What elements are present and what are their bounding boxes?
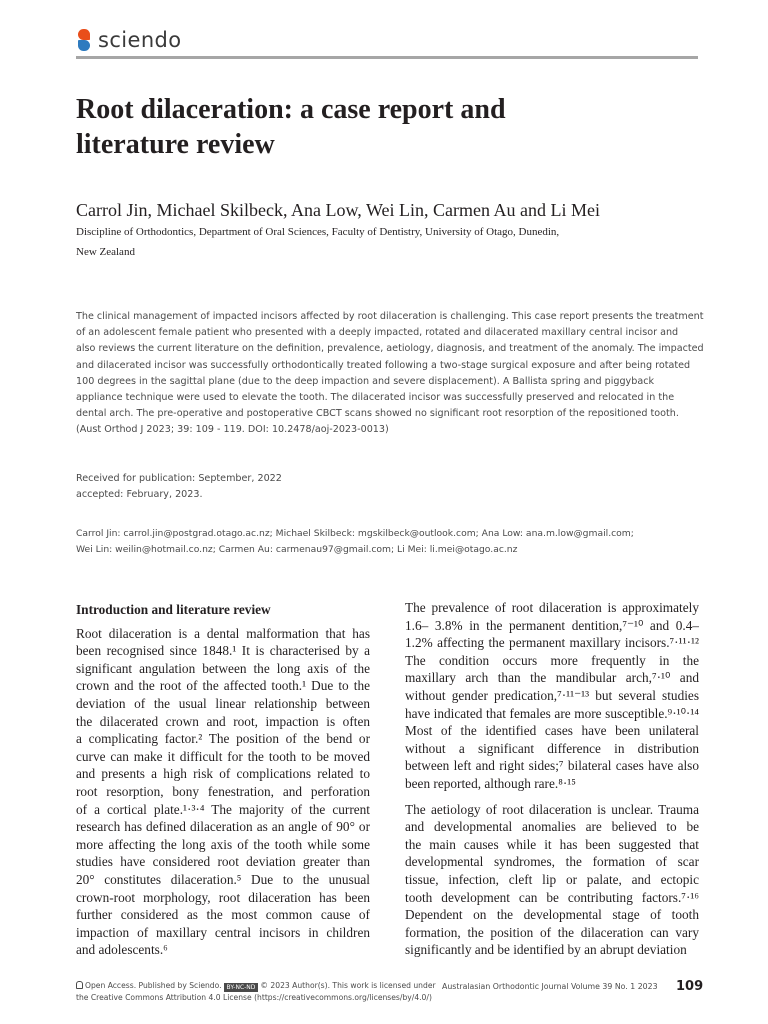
text-line: a complicating factor.² The position of the bend or xyxy=(76,731,370,747)
text-line: without a significant difference in distribution xyxy=(405,740,699,756)
text-line: 1.6– 3.8% in the permanent dentition,⁷⁻¹⁰ and 0.4– xyxy=(405,617,699,633)
paragraph xyxy=(405,599,699,793)
license-text-a: Open Access. Published by Sciendo. xyxy=(85,981,222,990)
text-line: developmental syndromes, the formation of scar xyxy=(405,854,699,870)
text-line: been reported, although rare.⁸·¹⁵ xyxy=(405,775,576,791)
abstract xyxy=(76,309,704,439)
cc-license-icon: BY-NC-ND xyxy=(224,983,258,992)
text-line: tooth development can be contributing factors.⁷·¹⁶ xyxy=(405,889,699,905)
text-line: research has defined dilaceration as an angle of 90° or xyxy=(76,819,370,835)
text-line: curve can make it difficult for the tooth to be moved xyxy=(76,748,370,764)
license-text-b: © 2023 Author(s). This work is licensed under xyxy=(260,981,436,990)
article-title xyxy=(76,92,636,162)
paragraph xyxy=(76,625,370,959)
author-list: Carrol Jin, Michael Skilbeck, Ana Low, Wei Lin, Carmen Au and Li Mei xyxy=(76,200,600,220)
author-contacts xyxy=(76,526,634,558)
text-line: 100 degrees in the sagittal plane (due to the deep impaction and severe displacement). A Ballista spring and piggyback xyxy=(76,375,655,387)
license-text-line2[interactable]: the Creative Commons Attribution 4.0 License (https://creativecommons.org/licenses/by/4.0/) xyxy=(76,993,432,1002)
text-line: have indicated that females are more susceptible.⁹·¹⁰·¹⁴ xyxy=(405,705,699,721)
text-line: been recognised since 1848.¹ It is characterised by a xyxy=(76,643,370,659)
text-line: more affecting the long axis of the tooth while some xyxy=(76,836,370,852)
text-line: and developmental anomalies are believed to be xyxy=(405,819,699,835)
text-line: and adolescents.⁶ xyxy=(76,942,168,958)
text-line: appliance technique were used to elevate the tooth. The dilacerated incisor was successfully preserved and relocated in the xyxy=(76,392,675,404)
text-line: the main causes while it has been suggested that xyxy=(405,836,699,852)
text-line: of an adolescent female patient who presented with a deeply impacted, rotated and dilacerated maxillary central incisor and xyxy=(76,327,679,339)
publisher-logo xyxy=(76,28,182,52)
text-line: The prevalence of root dilaceration is approximately xyxy=(405,600,699,615)
logo-text: sciendo xyxy=(98,28,182,52)
text-line: 20° constitutes dilaceration.⁵ Due to the unusual xyxy=(76,871,370,887)
text-line: The condition occurs more frequently in the xyxy=(405,652,699,668)
body-column-right xyxy=(405,599,699,959)
text-line: formation, the position of the dilaceration can vary xyxy=(405,924,699,940)
body-column-left xyxy=(76,601,370,959)
text-line: impaction of maxillary central incisors in children xyxy=(76,924,370,940)
text-line: of a cortical plate.¹·³·⁴ The majority of the current xyxy=(76,801,370,817)
text-line: maxillary arch than the mandibular arch,⁷·¹⁰ and xyxy=(405,670,699,686)
text-line: crown-root morphology, root dilaceration has been xyxy=(76,889,370,905)
text-line: significantly and be identified by an abrupt deviation xyxy=(405,942,687,958)
contacts-line-2: Wei Lin: weilin@hotmail.co.nz; Carmen Au: carmenau97@gmail.com; Li Mei: li.mei@otago.ac.nz xyxy=(76,544,518,555)
text-line: without gender predication,⁷·¹¹⁻¹³ but several studies xyxy=(405,687,699,703)
journal-citation: Australasian Orthodontic Journal Volume 39 No. 1 2023 xyxy=(442,982,658,991)
page-footer xyxy=(76,979,704,1006)
received-date: Received for publication: September, 2022 xyxy=(76,473,282,484)
text-line: and presents a high risk of complications related to xyxy=(76,766,370,782)
title-line-2: literature review xyxy=(76,129,275,160)
affiliation-line-1: Discipline of Orthodontics, Department of Oral Sciences, Faculty of Dentistry, University of Otago, Dunedin, xyxy=(76,226,560,238)
license-notice xyxy=(76,980,436,1003)
text-line: (Aust Orthod J 2023; 39: 109 - 119. DOI: 10.2478/aoj-2023-0013) xyxy=(76,424,389,436)
text-line: The clinical management of impacted incisors affected by root dilaceration is challenging. This case report presents the treatment xyxy=(76,311,704,322)
accepted-date: accepted: February, 2023. xyxy=(76,489,203,500)
open-access-icon xyxy=(76,981,83,989)
text-line: further considered as the most common cause of xyxy=(76,907,370,923)
publication-dates xyxy=(76,471,282,503)
text-line: dental arch. The pre-operative and postoperative CBCT scans showed no significant root resorption of the repositioned tooth. xyxy=(76,408,679,420)
text-line: 1.2% affecting the permanent maxillary incisors.⁷·¹¹·¹² xyxy=(405,635,699,651)
text-line: between left and right sides;⁷ bilateral cases have also xyxy=(405,758,699,774)
text-line: Root dilaceration is a dental malformation that has xyxy=(76,625,370,641)
affiliation-line-2: New Zealand xyxy=(76,246,135,258)
title-line-1: Root dilaceration: a case report and xyxy=(76,94,506,125)
text-line: deviation of the usual linear relationship between xyxy=(76,695,370,711)
text-line: root resorption, bony fenestration, and perforation xyxy=(76,783,370,799)
text-line: The aetiology of root dilaceration is unclear. Trauma xyxy=(405,801,699,817)
text-line: and dilacerated incisor was successfully orthodontically treated following a two-stage surgical exposure and after being rotated xyxy=(76,359,691,371)
text-line: crown and the root of the affected tooth.¹ Due to the xyxy=(76,678,370,694)
text-line: also reviews the current literature on the definition, prevalence, aetiology, diagnosis, and treatment of the anomaly. The impacted xyxy=(76,343,704,355)
text-line: studies have considered root deviation greater than xyxy=(76,854,370,870)
text-line: tissue, infection, cleft lip or palate, and ectopic xyxy=(405,871,699,887)
header-divider xyxy=(76,56,698,59)
text-line: Most of the identified cases have been unilateral xyxy=(405,723,699,739)
section-heading: Introduction and literature review xyxy=(76,602,271,617)
text-line: the dilacerated crown and root, impaction is often xyxy=(76,713,370,729)
text-line: significant angulation between the long axis of the xyxy=(76,660,370,676)
page-number: 109 xyxy=(676,979,704,994)
affiliation xyxy=(76,222,656,262)
sciendo-logo-icon xyxy=(76,29,92,51)
paragraph xyxy=(405,801,699,959)
text-line: Dependent on the developmental stage of tooth xyxy=(405,907,699,923)
contacts-line-1: Carrol Jin: carrol.jin@postgrad.otago.ac.nz; Michael Skilbeck: mgskilbeck@outlook.com; Ana Low: ana.m.low@gmail.com; xyxy=(76,528,634,539)
